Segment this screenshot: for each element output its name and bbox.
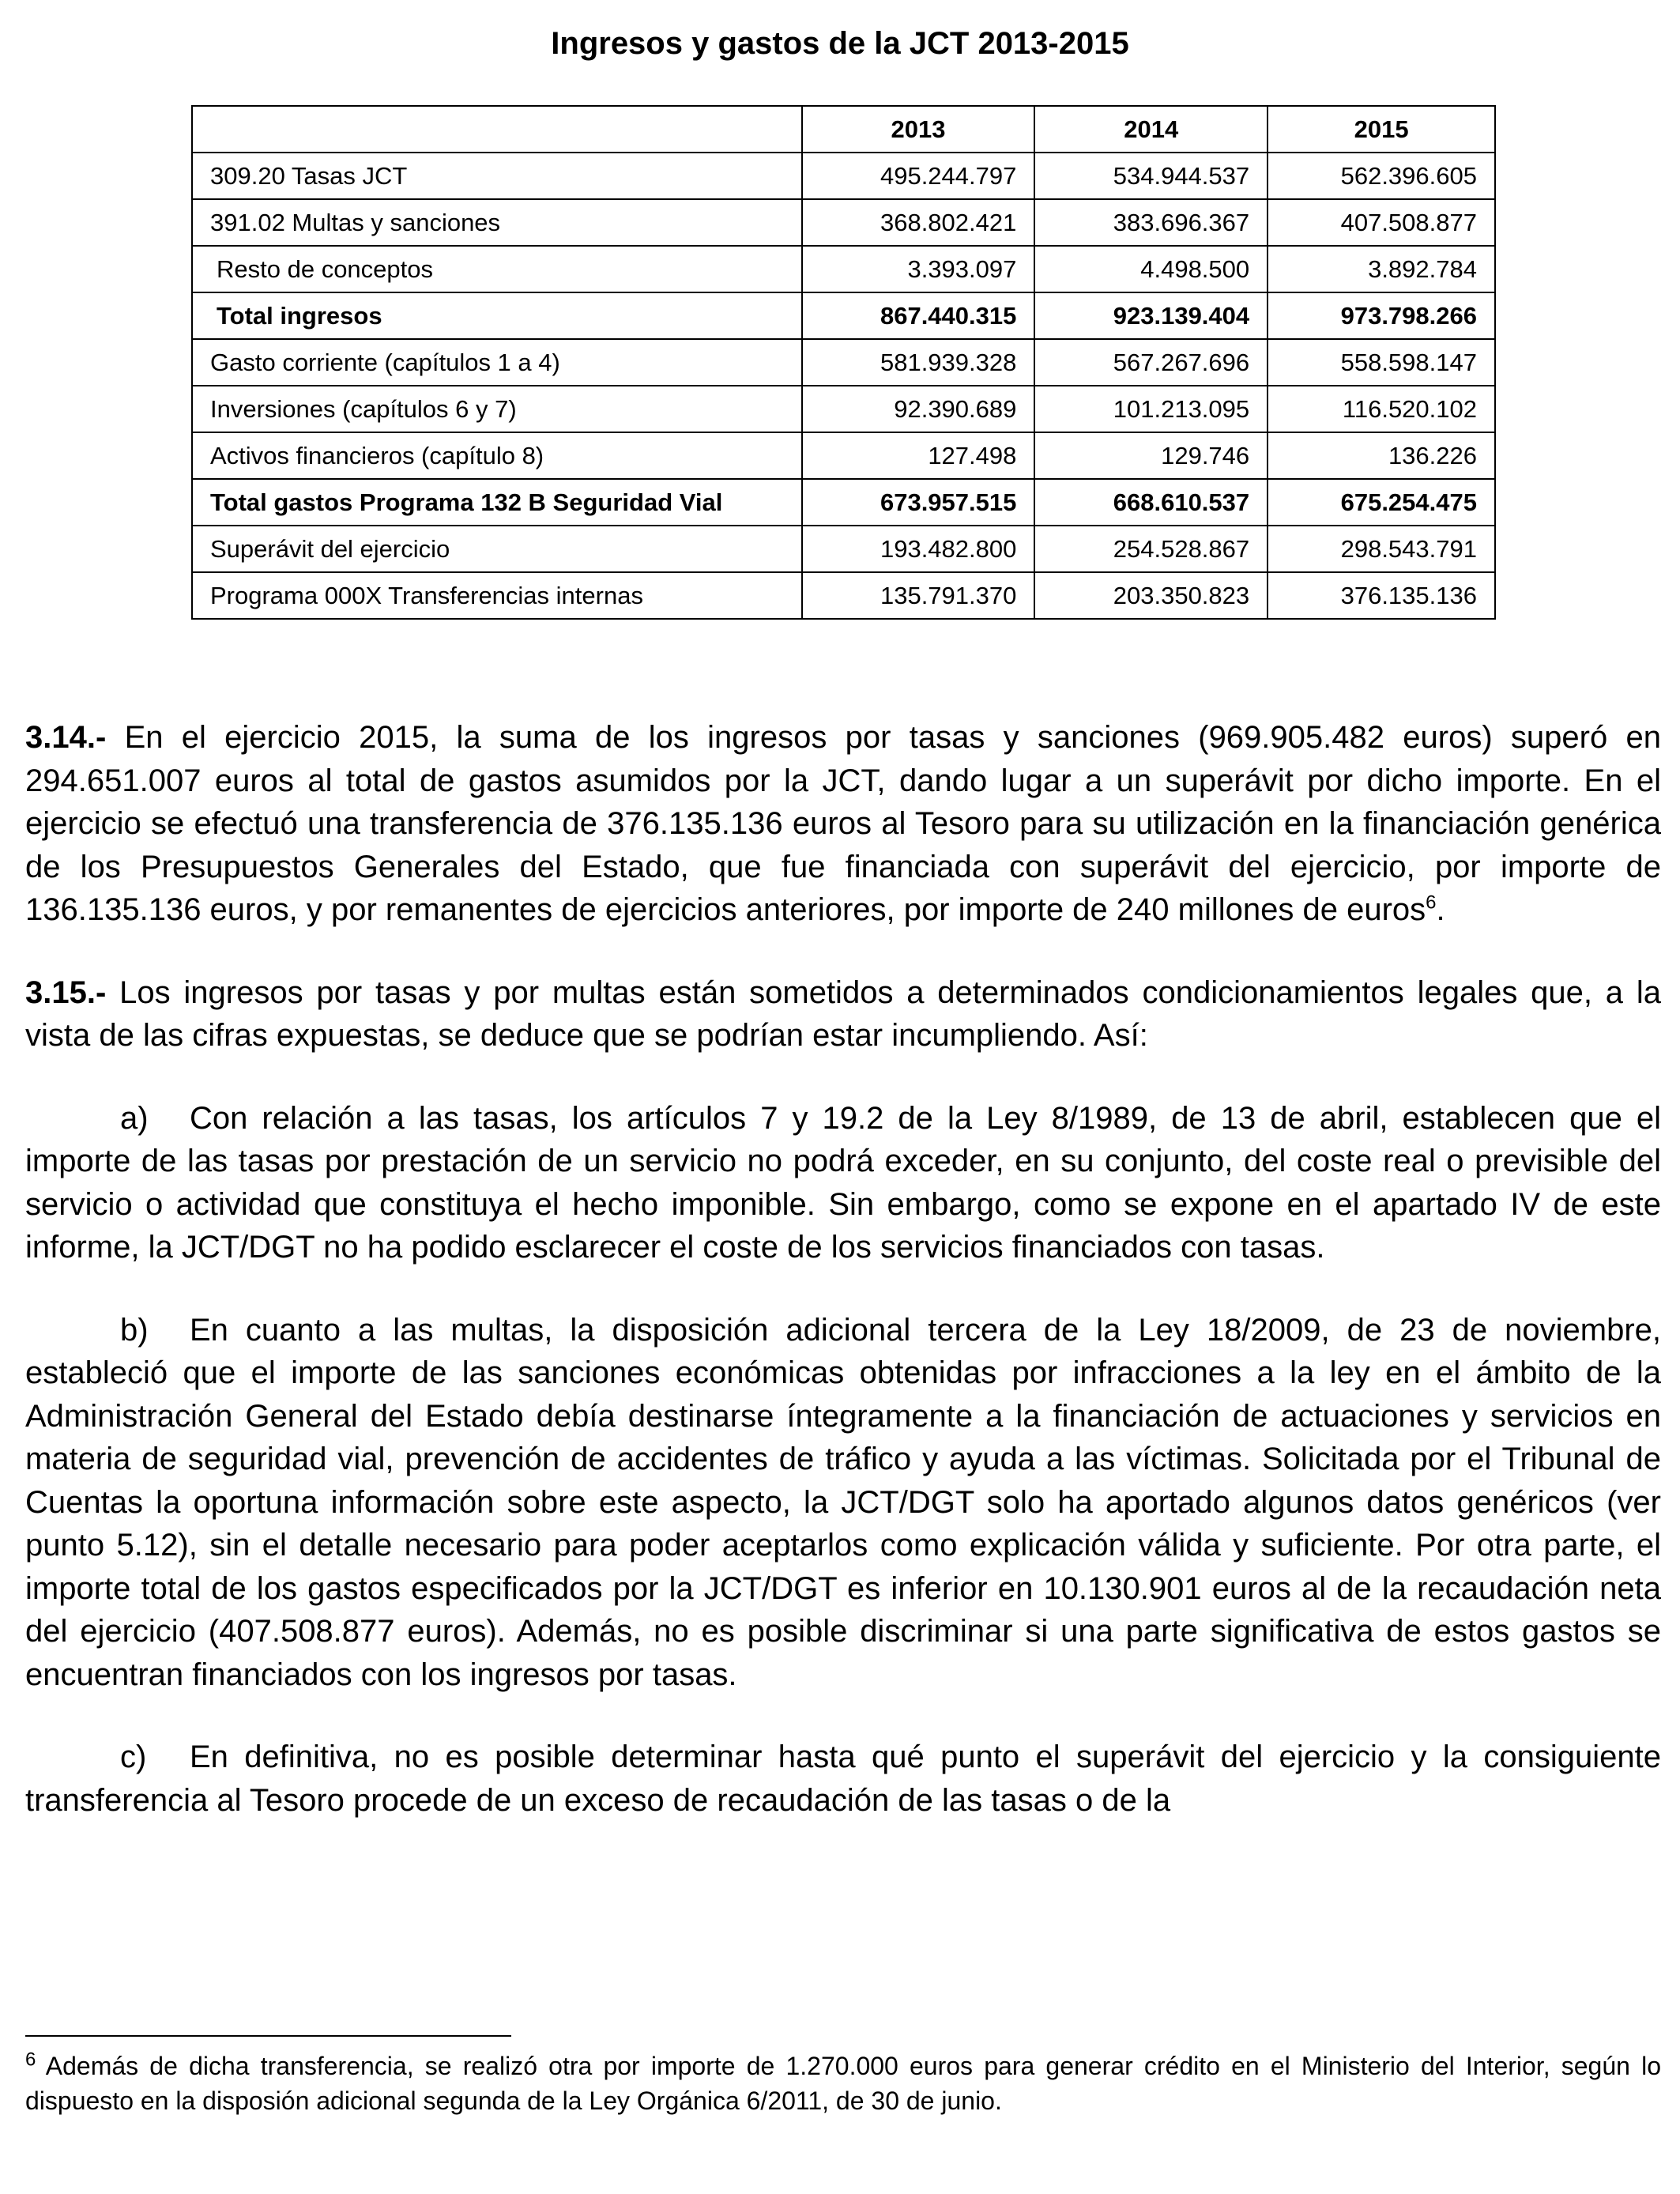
value-cell: 136.226	[1268, 432, 1495, 479]
value-cell: 116.520.102	[1268, 386, 1495, 432]
row-label: Gasto corriente (capítulos 1 a 4)	[192, 339, 802, 386]
value-cell: 668.610.537	[1034, 479, 1268, 526]
body-text	[25, 716, 1661, 1822]
value-cell: 4.498.500	[1034, 246, 1268, 292]
row-label: Superávit del ejercicio	[192, 526, 802, 572]
table-row	[192, 572, 1495, 619]
item-b	[25, 1309, 1661, 1697]
row-label: Total gastos Programa 132 B Seguridad Vial	[192, 479, 802, 526]
table-row	[192, 199, 1495, 246]
item-letter: a)	[120, 1100, 149, 1136]
header-cell-empty	[192, 106, 802, 153]
value-cell: 973.798.266	[1268, 292, 1495, 339]
value-cell: 383.696.367	[1034, 199, 1268, 246]
value-cell: 673.957.515	[802, 479, 1035, 526]
footnote-divider	[25, 2035, 511, 2037]
footnote-mark: 6	[25, 2049, 36, 2071]
page-title: Ingresos y gastos de la JCT 2013-2015	[551, 26, 1129, 61]
table-row	[192, 153, 1495, 199]
paragraph-3-14	[25, 716, 1661, 932]
value-cell: 254.528.867	[1034, 526, 1268, 572]
value-cell: 129.746	[1034, 432, 1268, 479]
value-cell: 867.440.315	[802, 292, 1035, 339]
value-cell: 495.244.797	[802, 153, 1035, 199]
header-cell-2014: 2014	[1034, 106, 1268, 153]
table-row	[192, 526, 1495, 572]
value-cell: 298.543.791	[1268, 526, 1495, 572]
table-header-row	[192, 106, 1495, 153]
item-c	[25, 1736, 1661, 1822]
value-cell: 567.267.696	[1034, 339, 1268, 386]
footnote	[25, 2049, 1661, 2118]
item-text: En cuanto a las multas, la disposición adicional tercera de la Ley 18/2009, de 23 de noviembre, estableció que el importe de las sanciones económicas obtenidas por infracciones a la ley en el ámbito de la Administración General del Estado debía destinarse íntegramente a la financiación de actuaciones y servicios en materia de seguridad vial, prevención de accidentes de tráfico y ayuda a las víctimas. Solicitada por el Tribunal de Cuentas la oportuna información sobre este aspecto, la JCT/DGT solo ha aportado algunos datos genéricos (ver punto 5.12), sin el detalle necesario para poder aceptarlos como explicación válida y suficiente. Por otra parte, el importe total de los gastos especificados por la JCT/DGT es inferior en 10.130.901 euros al de la recaudación neta del ejercicio (407.508.877 euros). Además, no es posible discriminar si una parte significativa de estos gastos se encuentran financiados con los ingresos por tasas.	[25, 1312, 1661, 1692]
item-a	[25, 1097, 1661, 1269]
row-label: Activos financieros (capítulo 8)	[192, 432, 802, 479]
value-cell: 368.802.421	[802, 199, 1035, 246]
header-cell-2015: 2015	[1268, 106, 1495, 153]
item-letter: c)	[120, 1740, 147, 1774]
item-text: En definitiva, no es posible determinar hasta qué punto el superávit del ejercicio y la consiguiente transferencia al Tesoro procede de un exceso de recaudación de las tasas o de la	[25, 1740, 1661, 1818]
value-cell: 135.791.370	[802, 572, 1035, 619]
paragraph-text: En el ejercicio 2015, la suma de los ingresos por tasas y sanciones (969.905.482 euros) superó en 294.651.007 euros al total de gastos asumidos por la JCT, dando lugar a un superávit por dicho importe. En el ejercicio se efectuó una transferencia de 376.135.136 euros al Tesoro para su utilización en la financiación genérica de los Presupuestos Generales del Estado, que fue financiada con superávit del ejercicio, por importe de 136.135.136 euros, y por remanentes de ejercicios anteriores, por importe de 240 millones de euros	[25, 720, 1661, 927]
value-cell: 92.390.689	[802, 386, 1035, 432]
item-letter: b)	[120, 1312, 149, 1348]
paragraph-3-15	[25, 971, 1661, 1057]
table-row	[192, 386, 1495, 432]
income-expense-table	[191, 105, 1496, 620]
paragraph-number: 3.14.-	[25, 720, 107, 755]
footnote-reference: 6	[1426, 892, 1437, 914]
value-cell: 3.393.097	[802, 246, 1035, 292]
value-cell: 562.396.605	[1268, 153, 1495, 199]
value-cell: 3.892.784	[1268, 246, 1495, 292]
value-cell: 193.482.800	[802, 526, 1035, 572]
table-row	[192, 292, 1495, 339]
footnote-text: Además de dicha transferencia, se realizó otra por importe de 1.270.000 euros para generar crédito en el Ministerio del Interior, según lo dispuesto en la disposión adicional segunda de la Ley Orgánica 6/2011, de 30 de junio.	[25, 2052, 1661, 2115]
value-cell: 581.939.328	[802, 339, 1035, 386]
value-cell: 407.508.877	[1268, 199, 1495, 246]
value-cell: 675.254.475	[1268, 479, 1495, 526]
row-label: 391.02 Multas y sanciones	[192, 199, 802, 246]
value-cell: 558.598.147	[1268, 339, 1495, 386]
value-cell: 376.135.136	[1268, 572, 1495, 619]
row-label: Total ingresos	[192, 292, 802, 339]
paragraph-text: Los ingresos por tasas y por multas están sometidos a determinados condicionamientos legales que, a la vista de las cifras expuestas, se deduce que se podrían estar incumpliendo. Así:	[25, 974, 1661, 1053]
table-row	[192, 246, 1495, 292]
row-label: Resto de conceptos	[192, 246, 802, 292]
row-label: Inversiones (capítulos 6 y 7)	[192, 386, 802, 432]
row-label: Programa 000X Transferencias internas	[192, 572, 802, 619]
table-row	[192, 432, 1495, 479]
value-cell: 923.139.404	[1034, 292, 1268, 339]
paragraph-number: 3.15.-	[25, 974, 107, 1010]
table-row	[192, 479, 1495, 526]
value-cell: 203.350.823	[1034, 572, 1268, 619]
header-cell-2013: 2013	[802, 106, 1035, 153]
value-cell: 534.944.537	[1034, 153, 1268, 199]
value-cell: 101.213.095	[1034, 386, 1268, 432]
paragraph-end: .	[1436, 892, 1445, 927]
item-text: Con relación a las tasas, los artículos 7 y 19.2 de la Ley 8/1989, de 13 de abril, establecen que el importe de las tasas por prestación de un servicio no podrá exceder, en su conjunto, del coste real o previsible del servicio o actividad que constituya el hecho imponible. Sin embargo, como se expone en el apartado IV de este informe, la JCT/DGT no ha podido esclarecer el coste de los servicios financiados con tasas.	[25, 1100, 1661, 1265]
row-label: 309.20 Tasas JCT	[192, 153, 802, 199]
table-row	[192, 339, 1495, 386]
value-cell: 127.498	[802, 432, 1035, 479]
